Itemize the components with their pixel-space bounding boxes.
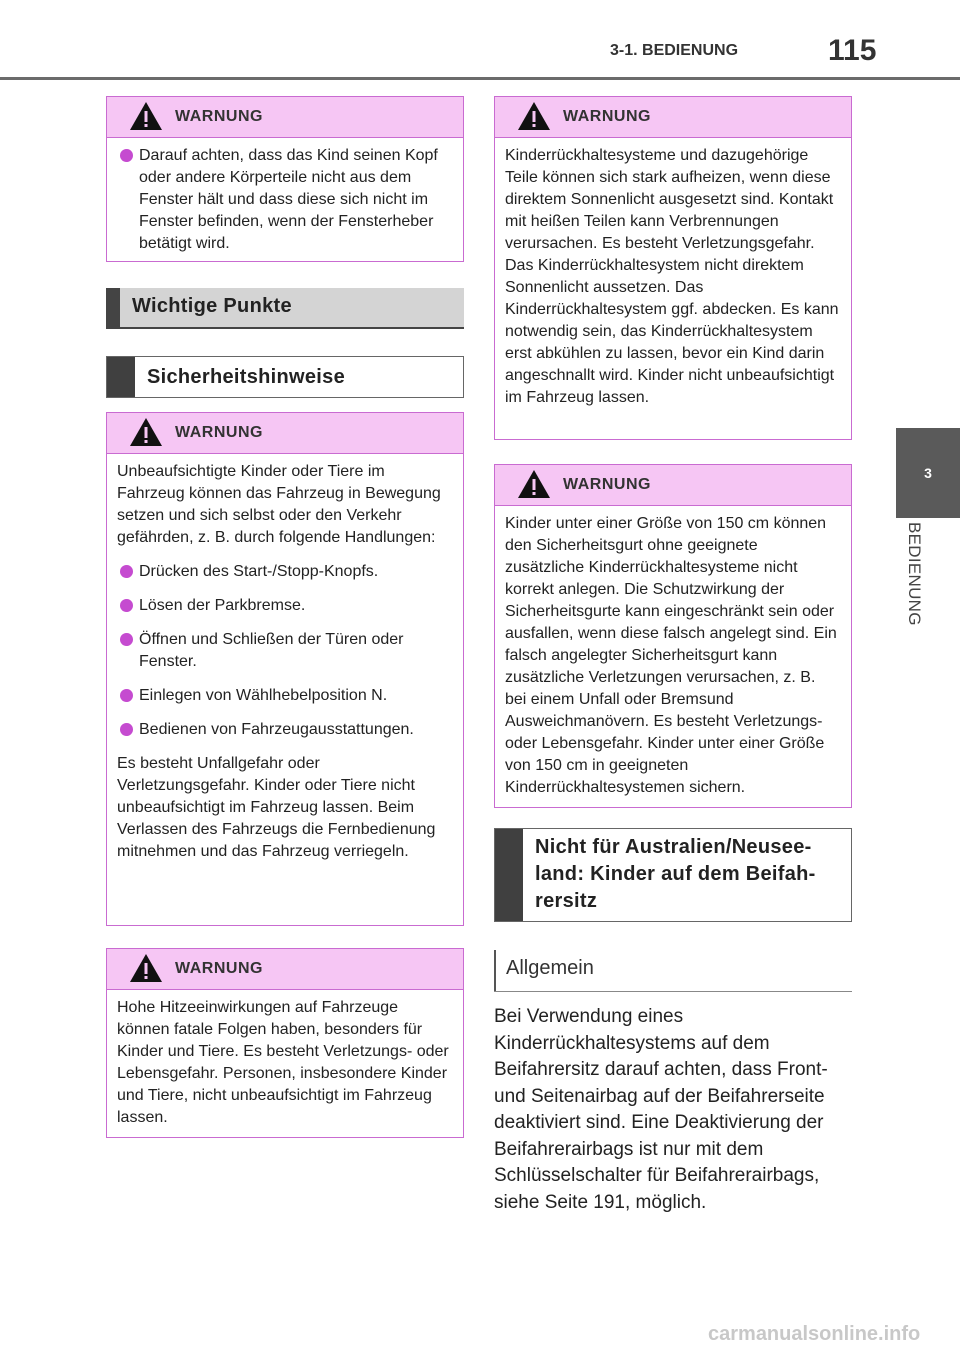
subsection-heading-text: Sicherheitshinweise xyxy=(147,366,345,388)
list-item xyxy=(117,561,453,583)
warning-box-unattended xyxy=(106,412,464,926)
list-item xyxy=(117,595,453,617)
warning-header xyxy=(107,949,463,990)
heading-bar xyxy=(107,357,135,397)
bullet-icon xyxy=(120,723,133,736)
warning-triangle-icon xyxy=(129,953,163,983)
warning-triangle-icon xyxy=(517,101,551,131)
warning-box-belt-height xyxy=(494,464,852,808)
list-item xyxy=(117,629,453,673)
subsection-heading-passenger xyxy=(494,828,852,922)
subheading-general xyxy=(494,950,852,992)
list-item-text: Öffnen und Schließen der Türen oder Fenster. xyxy=(139,631,404,670)
bullet-icon xyxy=(120,599,133,612)
heading-bar xyxy=(495,829,523,921)
warning-outro: Es besteht Unfallgefahr oder Verletzungsgefahr. Kinder oder Tiere nicht unbeaufsichtigt im Fahrzeug lassen. Beim Verlassen des Fahrzeugs die Fernbedienung mitnehmen und das Fahrzeug verriegeln. xyxy=(117,755,436,860)
list-item xyxy=(117,145,453,255)
section-heading-text: Wichtige Punkte xyxy=(132,295,292,317)
warning-text: Hohe Hitzeeinwirkungen auf Fahrzeuge können fatale Folgen haben, besonders für Kinder und Tiere. Es besteht Verletzungs- oder Lebensgefahr. Personen, insbesondere Kinder und Tiere, nicht unbeaufsichtigt im Fahrzeug lassen. xyxy=(117,999,449,1126)
section-heading xyxy=(106,288,464,328)
section-title: 3-1. BEDIENUNG xyxy=(610,42,739,59)
bullet-icon xyxy=(120,689,133,702)
list-item xyxy=(117,719,453,741)
warning-header xyxy=(495,97,851,138)
warning-label: WARNUNG xyxy=(175,960,263,977)
warning-label: WARNUNG xyxy=(563,476,651,493)
warning-header xyxy=(495,465,851,506)
watermark-text: carmanualsonline.info xyxy=(708,1323,921,1345)
list-item-text: Drücken des Start-/Stopp-Knopfs. xyxy=(139,563,379,580)
subheading-rule-vertical xyxy=(494,950,496,992)
page-number: 115 xyxy=(828,34,877,67)
warning-intro: Unbeaufsichtigte Kinder oder Tiere im Fahrzeug können das Fahrzeug in Bewegung setzen und sich selbst oder den Verkehr gefährden, z. B. durch folgende Handlungen: xyxy=(117,463,441,546)
subsection-heading xyxy=(106,356,464,398)
bullet-icon xyxy=(120,633,133,646)
subheading-text: Allgemein xyxy=(506,957,594,979)
warning-header xyxy=(107,97,463,138)
warning-label: WARNUNG xyxy=(175,108,263,125)
warning-triangle-icon xyxy=(129,101,163,131)
list-item xyxy=(117,685,453,707)
chapter-tab[interactable] xyxy=(896,428,960,518)
warning-box-window xyxy=(106,96,464,262)
warning-label: WARNUNG xyxy=(175,424,263,441)
header-rule xyxy=(0,77,960,80)
warning-text: Kinderrückhaltesysteme und dazugehörige Teile können sich stark aufheizen, wenn diese direktem Sonnenlicht ausgesetzt sind. Kontakt mit heißen Teilen kann Verbrennungen verursachen. Es besteht Verletzungsgefahr. Das Kinderrückhaltesystem nicht direktem Sonnenlicht aussetzen. Das Kinderrückhaltesystem ggf. abdecken. Es kann notwendig sein, das Kinderrückhaltesystem erst abkühlen zu lassen, bevor ein Kind darin angeschnallt wird. Kinder nicht unbeaufsichtigt im Fahrzeug lassen. xyxy=(505,147,839,406)
heading-line: rersitz xyxy=(535,890,598,912)
bullet-icon xyxy=(120,565,133,578)
bullet-icon xyxy=(120,149,133,162)
chapter-number: 3 xyxy=(924,465,932,481)
warning-triangle-icon xyxy=(129,417,163,447)
list-item-text: Darauf achten, dass das Kind seinen Kopf oder andere Körperteile nicht aus dem Fenster hält und dass diese sich nicht im Fenster befinden, wenn der Fensterheber betätigt wird. xyxy=(139,147,438,252)
heading-bar xyxy=(106,288,120,328)
heading-line: land: Kinder auf dem Beifah- xyxy=(535,863,816,885)
warning-header xyxy=(107,413,463,454)
warning-triangle-icon xyxy=(517,469,551,499)
subheading-rule xyxy=(494,991,852,992)
heading-line: Nicht für Australien/Neusee- xyxy=(535,836,812,858)
chapter-label-text: BEDIENUNG xyxy=(905,522,924,626)
warning-text: Kinder unter einer Größe von 150 cm können den Sicherheitsgurt ohne geeignete zusätzliche Kinderrückhaltesysteme nicht korrekt anlegen. Die Schutzwirkung der Sicherheitsgurte kann eingeschränkt sein oder ausfallen, wenn diese falsch angelegt sind. Ein falsch angelegter Sicherheitsgurt kann zusätzliche Verletzungen verursachen, z. B. bei einem Unfall oder Bremsund Ausweichmanövern. Es besteht Verletzungs- oder Lebensgefahr. Kinder unter einer Größe von 150 cm in geeigneten Kinderrückhaltesystemen sichern. xyxy=(505,515,837,796)
list-item-text: Bedienen von Fahrzeugausstattungen. xyxy=(139,721,414,738)
warning-box-child-seat-heat xyxy=(494,96,852,440)
chapter-label xyxy=(900,522,924,642)
list-item-text: Lösen der Parkbremse. xyxy=(139,597,306,614)
warning-label: WARNUNG xyxy=(563,108,651,125)
list-item-text: Einlegen von Wählhebelposition N. xyxy=(139,687,388,704)
body-paragraph: Bei Verwendung eines Kinderrückhaltesystems auf dem Beifahrersitz darauf achten, dass Front- und Seitenairbag auf der Beifahrerseite deaktiviert sind. Eine Deaktivierung der Beifahrerairbags ist nur mit dem Schlüsselschalter für Beifahrerairbags, siehe Seite 191, möglich. xyxy=(494,1006,828,1213)
heading-rule xyxy=(106,327,464,329)
warning-box-heat xyxy=(106,948,464,1138)
